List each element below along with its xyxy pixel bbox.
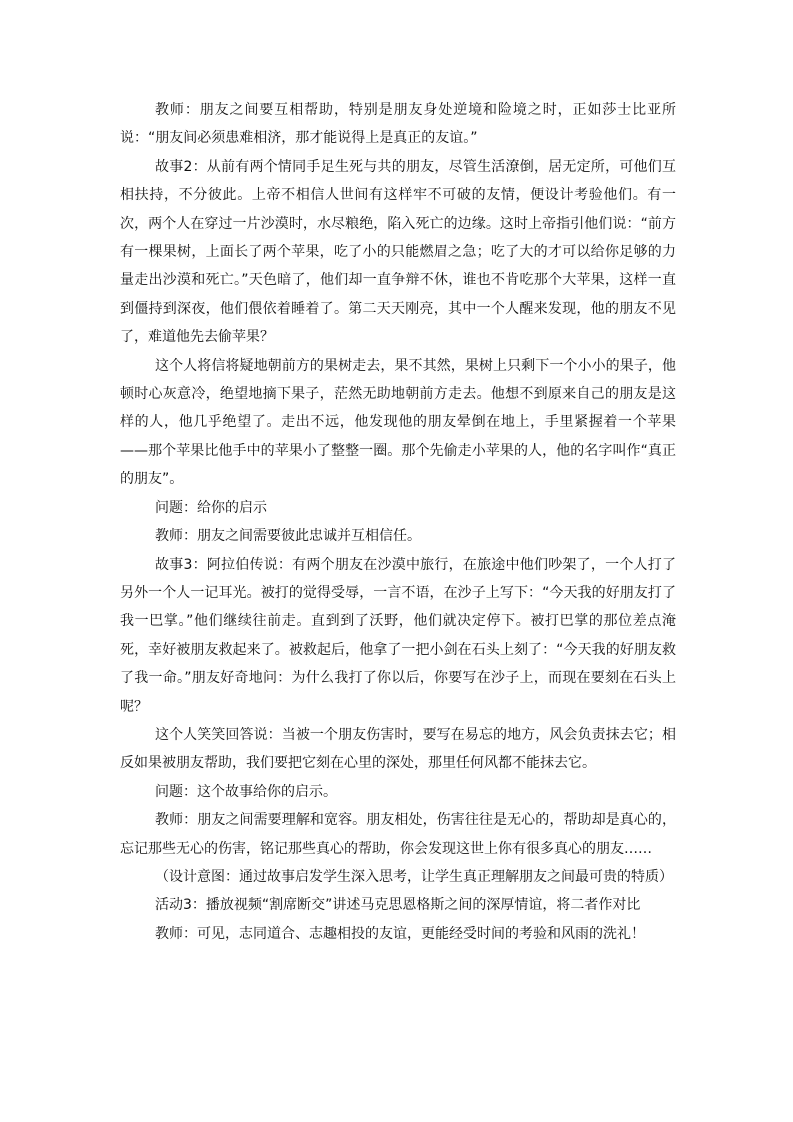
paragraph-story-2: 故事2：从前有两个情同手足生死与共的朋友，尽管生活潦倒，居无定所，可他们互相扶持，不分彼此。上帝不相信人世间有这样牢不可破的友情，便设计考验他们。有一次，两个人在穿过一片沙漠时，水尽粮绝，陷入死亡的边缘。这时上帝指引他们说：“前方有一棵果树，上面长了两个苹果，吃了小的只能燃眉之急；吃了大的才可以给你足够的力量走出沙漠和死亡。”天色暗了，他们却一直争辩不休，谁也不肯吃那个大苹果，这样一直到僵持到深夜，他们偎依着睡着了。第二天天刚亮，其中一个人醒来发现，他的朋友不见了，难道他先去偷苹果？ <box>120 158 676 346</box>
paragraph-teacher-understanding: 教师：朋友之间需要理解和宽容。朋友相处，伤害往往是无心的，帮助却是真心的，忘记那些无心的伤害，铭记那些真心的帮助，你会发现这世上你有很多真心的朋友…… <box>120 812 676 857</box>
paragraph-question-1: 问题：给你的启示 <box>155 499 267 516</box>
paragraph-story-3: 故事3：阿拉伯传说：有两个朋友在沙漠中旅行，在旅途中他们吵架了，一个人打了另外一个人一记耳光。被打的觉得受辱，一言不语，在沙子上写下：“今天我的好朋友打了我一巴掌。”他们继续往前走。直到到了沃野，他们就决定停下。被打巴掌的那位差点淹死，幸好被朋友救起来了。被救起后，他拿了一把小剑在石头上刻了：“今天我的好朋友救了我一命。”朋友好奇地问：为什么我打了你以后，你要写在沙子上，而现在要刻在石头上呢？ <box>120 556 676 715</box>
paragraph-story-3-answer: 这个人笑笑回答说：当被一个朋友伤害时，要写在易忘的地方，风会负责抹去它；相反如果被朋友帮助，我们要把它刻在心里的深处，那里任何风都不能抹去它。 <box>120 726 676 772</box>
paragraph-question-2: 问题：这个故事给你的启示。 <box>155 783 337 800</box>
paragraph-activity-3: 活动3：播放视频“割席断交”讲述马克思恩格斯之间的深厚情谊，将二者作对比 <box>155 897 641 914</box>
paragraph-teacher-loyalty: 教师：朋友之间需要彼此忠诚并互相信任。 <box>155 528 421 545</box>
paragraph-story-2-continued: 这个人将信将疑地朝前方的果树走去，果不其然，果树上只剩下一个小小的果子，他顿时心灰意冷，绝望地摘下果子，茫然无助地朝前方走去。他想不到原来自己的朋友是这样的人，他几乎绝望了。走出不远，他发现他的朋友晕倒在地上，手里紧握着一个苹果——那个苹果比他手中的苹果小了整整一圈。那个先偷走小苹果的人，他的名字叫作“真正的朋友”。 <box>120 357 676 488</box>
document-body <box>120 96 676 948</box>
paragraph-teacher-mutual-help: 教师：朋友之间要互相帮助，特别是朋友身处逆境和险境之时，正如莎士比亚所说：“朋友间必须患难相济，那才能说得上是真正的友谊。” <box>120 102 676 147</box>
paragraph-design-intent: （设计意图：通过故事启发学生深入思考，让学生真正理解朋友之间最可贵的特质） <box>155 868 673 885</box>
paragraph-teacher-conclusion: 教师：可见，志同道合、志趣相投的友谊，更能经受时间的考验和风雨的洗礼！ <box>155 925 645 942</box>
